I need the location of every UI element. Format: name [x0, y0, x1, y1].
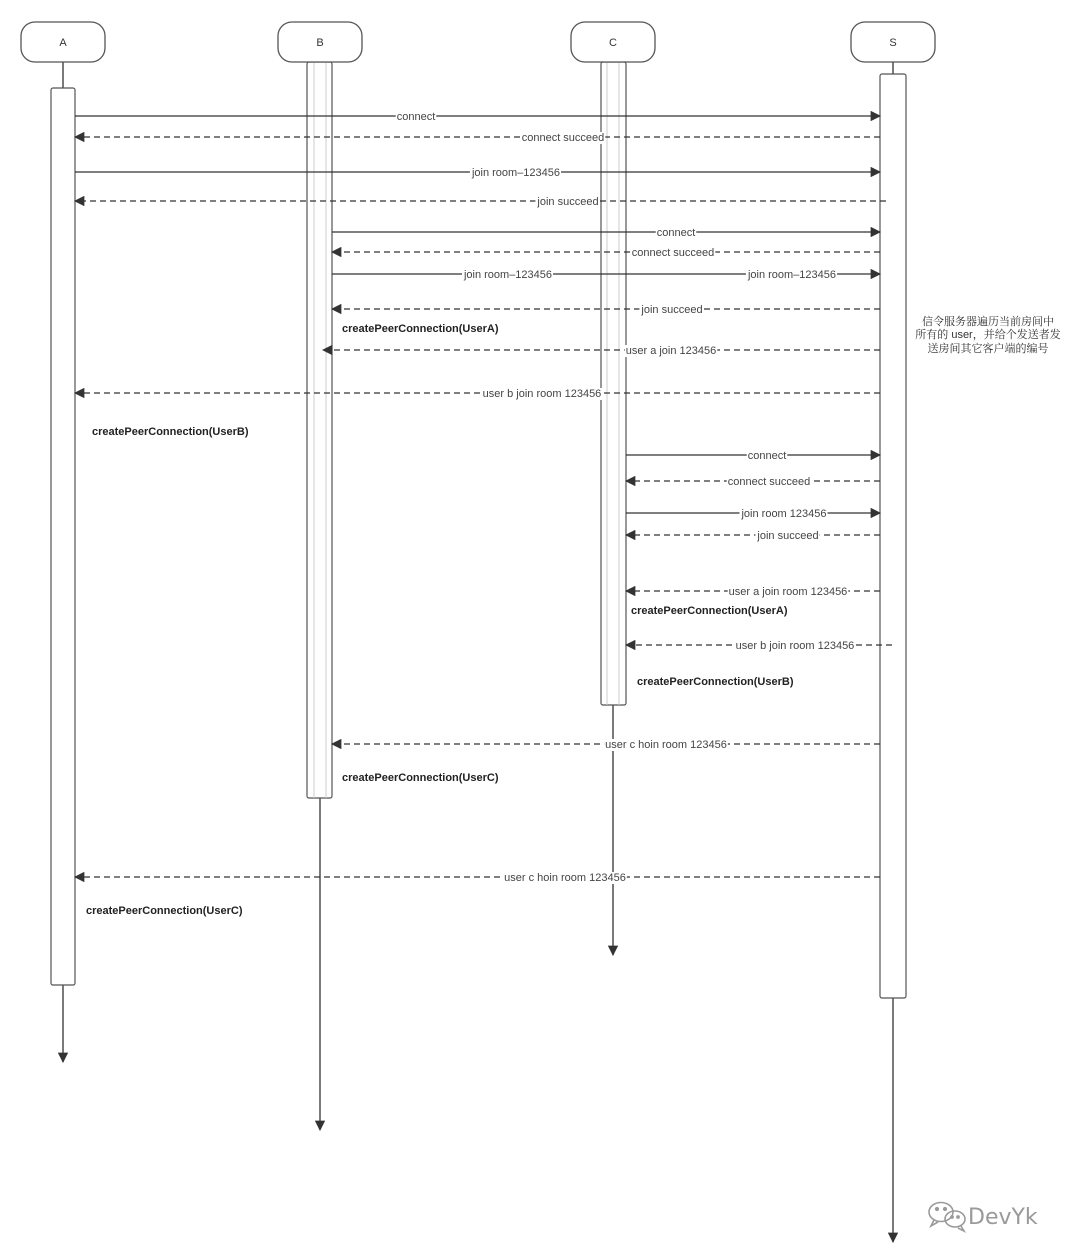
message-arrow: [75, 132, 880, 144]
message-arrow: [626, 640, 892, 652]
participant-label: C: [609, 37, 617, 49]
participant-s: [851, 22, 935, 62]
server-note: [915, 314, 1060, 355]
message-arrow: [626, 476, 880, 488]
message-label: connect: [656, 227, 696, 239]
message-label: connect: [747, 450, 787, 462]
message-arrow: [75, 196, 886, 208]
watermark: [929, 1203, 1038, 1232]
message-label: join room 123456: [741, 508, 827, 520]
message-label: join succeed: [537, 196, 599, 208]
message-label: join room–123456: [463, 269, 553, 281]
message-label: connect succeed: [727, 476, 811, 488]
message-label: connect succeed: [521, 132, 605, 144]
action-label: createPeerConnection(UserA): [631, 605, 788, 617]
message-arrow: [626, 530, 880, 542]
participant-label: A: [59, 37, 67, 49]
action-label: createPeerConnection(UserB): [92, 426, 249, 438]
message-label: user b join room 123456: [482, 388, 602, 400]
note-line-2: 所有的 user，并给个发送者发: [915, 329, 1061, 341]
message-label: connect: [396, 111, 436, 123]
message-arrow: [332, 739, 880, 751]
wechat-icon: [929, 1203, 965, 1232]
participant-b: [278, 22, 362, 62]
message-arrow: [75, 872, 880, 884]
message-arrow: [75, 388, 880, 400]
message-label: connect succeed: [631, 247, 715, 259]
message-label: user c hoin room 123456: [504, 872, 626, 884]
action-label: createPeerConnection(UserC): [342, 772, 499, 784]
note-line-3: 送房间其它客户端的编号: [927, 343, 1049, 355]
message-label: join room–123456: [747, 269, 837, 281]
message-arrow: [626, 450, 880, 462]
participant-c: [571, 22, 655, 62]
participant-label: B: [316, 37, 324, 49]
message-label: join room–123456: [471, 167, 561, 179]
message-label: user a join 123456: [625, 345, 717, 357]
message-arrow: [626, 586, 880, 598]
action-label: createPeerConnection(UserA): [342, 323, 499, 335]
activation-bar-c: [601, 62, 626, 705]
activation-bar-a: [51, 88, 75, 985]
activation-bar-s: [880, 74, 906, 998]
message-label: join succeed: [641, 304, 703, 316]
message-arrow: [75, 111, 880, 123]
message-arrow: [75, 167, 880, 179]
message-label: join succeed: [757, 530, 819, 542]
message-arrow: [626, 508, 880, 520]
message-label: user b join room 123456: [735, 640, 855, 652]
message-label: user a join room 123456: [728, 586, 848, 598]
note-line-1: 信令服务器遍历当前房间中: [922, 316, 1054, 328]
action-label: createPeerConnection(UserB): [637, 676, 794, 688]
message-label: user c hoin room 123456: [605, 739, 727, 751]
action-label: createPeerConnection(UserC): [86, 905, 243, 917]
participant-a: [21, 22, 105, 62]
participant-label: S: [889, 37, 897, 49]
watermark-text: DevYk: [968, 1205, 1038, 1230]
